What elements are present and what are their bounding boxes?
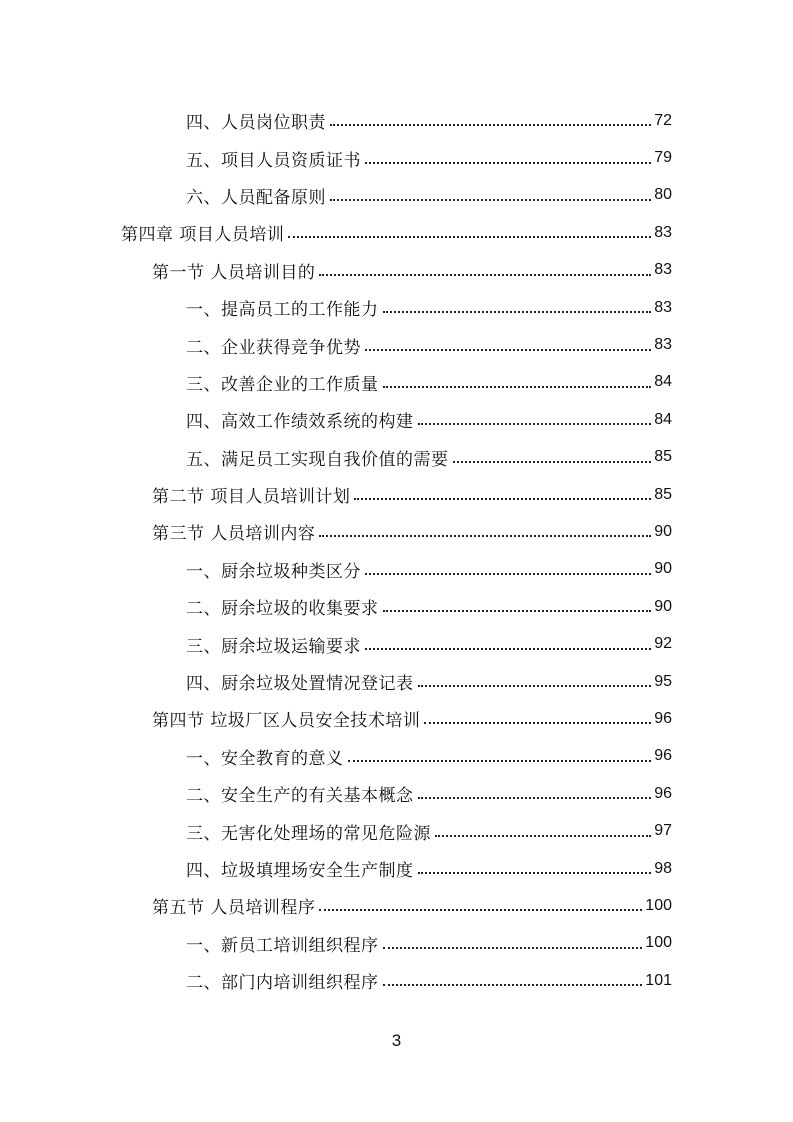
toc-entry-page: 96 (654, 784, 672, 802)
toc-entry[interactable] (0, 850, 672, 887)
toc-entry[interactable] (0, 214, 672, 251)
toc-leader-dots (418, 685, 652, 687)
toc-entry[interactable] (0, 551, 672, 588)
toc-entry-page: 83 (654, 336, 672, 354)
toc-entry-page: 83 (654, 298, 672, 316)
toc-entry-page: 100 (645, 896, 672, 914)
toc-leader-dots (418, 872, 652, 874)
toc-entry-title: 一、新员工培训组织程序 (186, 931, 383, 956)
toc-entry-title: 第五节 人员培训程序 (152, 893, 319, 918)
toc-entry-page: 95 (654, 672, 672, 690)
toc-leader-dots (319, 535, 651, 537)
toc-leader-dots (383, 984, 643, 986)
toc-leader-dots (330, 199, 651, 201)
toc-leader-dots (435, 835, 651, 837)
toc-leader-dots (453, 461, 652, 463)
toc-entry-title: 一、安全教育的意义 (186, 744, 348, 769)
toc-entry-title: 二、安全生产的有关基本概念 (186, 781, 418, 806)
toc-entry[interactable] (0, 700, 672, 737)
toc-entry-title: 四、人员岗位职责 (186, 108, 330, 133)
toc-entry-page: 79 (654, 149, 672, 167)
toc-entry-title: 第二节 项目人员培训计划 (152, 482, 354, 507)
toc-leader-dots (365, 648, 651, 650)
toc-entry-page: 98 (654, 859, 672, 877)
toc-entry[interactable] (0, 401, 672, 438)
toc-entry[interactable] (0, 962, 672, 999)
toc-entry-title: 四、垃圾填埋场安全生产制度 (186, 856, 418, 881)
toc-entry-page: 72 (654, 111, 672, 129)
toc-leader-dots (418, 423, 652, 425)
toc-leader-dots (365, 162, 651, 164)
toc-entry-page: 84 (654, 410, 672, 428)
toc-entry-title: 五、项目人员资质证书 (186, 146, 365, 171)
toc-entry[interactable] (0, 812, 672, 849)
toc-entry[interactable] (0, 738, 672, 775)
toc-entry-page: 97 (654, 822, 672, 840)
toc-leader-dots (383, 947, 643, 949)
toc-leader-dots (365, 349, 651, 351)
toc-entry-title: 三、无害化处理场的常见危险源 (186, 819, 435, 844)
toc-entry-title: 一、厨余垃圾种类区分 (186, 557, 365, 582)
toc-entry-page: 84 (654, 373, 672, 391)
toc-entry-page: 90 (654, 560, 672, 578)
toc-entry-title: 三、厨余垃圾运输要求 (186, 632, 365, 657)
toc-entry-title: 二、企业获得竞争优势 (186, 333, 365, 358)
toc-entry[interactable] (0, 102, 672, 139)
toc-entry-title: 二、部门内培训组织程序 (186, 968, 383, 993)
toc-entry[interactable] (0, 326, 672, 363)
toc-entry-page: 90 (654, 597, 672, 615)
toc-entry-page: 96 (654, 709, 672, 727)
toc-entry[interactable] (0, 663, 672, 700)
toc-entry-title: 四、高效工作绩效系统的构建 (186, 407, 418, 432)
toc-leader-dots (383, 311, 652, 313)
toc-entry-page: 96 (654, 747, 672, 765)
toc-entry-page: 83 (654, 261, 672, 279)
toc-entry[interactable] (0, 775, 672, 812)
toc-entry-page: 85 (654, 448, 672, 466)
toc-leader-dots (319, 274, 651, 276)
toc-entry-page: 85 (654, 485, 672, 503)
toc-entry-title: 一、提高员工的工作能力 (186, 295, 383, 320)
toc-leader-dots (319, 909, 642, 911)
toc-entry-title: 六、人员配备原则 (186, 183, 330, 208)
toc-leader-dots (383, 386, 652, 388)
toc-entry[interactable] (0, 625, 672, 662)
toc-entry-page: 100 (645, 934, 672, 952)
toc-entry[interactable] (0, 177, 672, 214)
toc-entry[interactable] (0, 476, 672, 513)
toc-entry-title: 三、改善企业的工作质量 (186, 370, 383, 395)
toc-entry[interactable] (0, 439, 672, 476)
toc-entry-page: 80 (654, 186, 672, 204)
toc-entry[interactable] (0, 887, 672, 924)
toc-entry-title: 五、满足员工实现自我价值的需要 (186, 445, 453, 470)
toc-entry[interactable] (0, 925, 672, 962)
toc-leader-dots (348, 760, 652, 762)
toc-entry[interactable] (0, 289, 672, 326)
table-of-contents (0, 102, 793, 999)
toc-entry-page: 92 (654, 635, 672, 653)
toc-entry[interactable] (0, 364, 672, 401)
toc-entry-page: 83 (654, 223, 672, 241)
toc-leader-dots (330, 124, 651, 126)
toc-entry[interactable] (0, 588, 672, 625)
toc-entry[interactable] (0, 139, 672, 176)
toc-entry-page: 90 (654, 522, 672, 540)
toc-leader-dots (288, 236, 651, 238)
toc-entry[interactable] (0, 252, 672, 289)
toc-leader-dots (424, 722, 651, 724)
toc-leader-dots (354, 498, 651, 500)
toc-entry-title: 四、厨余垃圾处置情况登记表 (186, 669, 418, 694)
toc-leader-dots (365, 573, 651, 575)
toc-entry-title: 第四节 垃圾厂区人员安全技术培训 (152, 706, 424, 731)
toc-entry-title: 二、厨余垃圾的收集要求 (186, 594, 383, 619)
toc-leader-dots (383, 610, 652, 612)
toc-leader-dots (418, 797, 652, 799)
toc-entry[interactable] (0, 513, 672, 550)
toc-entry-title: 第一节 人员培训目的 (152, 258, 319, 283)
toc-entry-title: 第四章 项目人员培训 (121, 220, 288, 245)
page-number: 3 (391, 1031, 402, 1050)
toc-entry-page: 101 (645, 971, 672, 989)
toc-entry-title: 第三节 人员培训内容 (152, 519, 319, 544)
